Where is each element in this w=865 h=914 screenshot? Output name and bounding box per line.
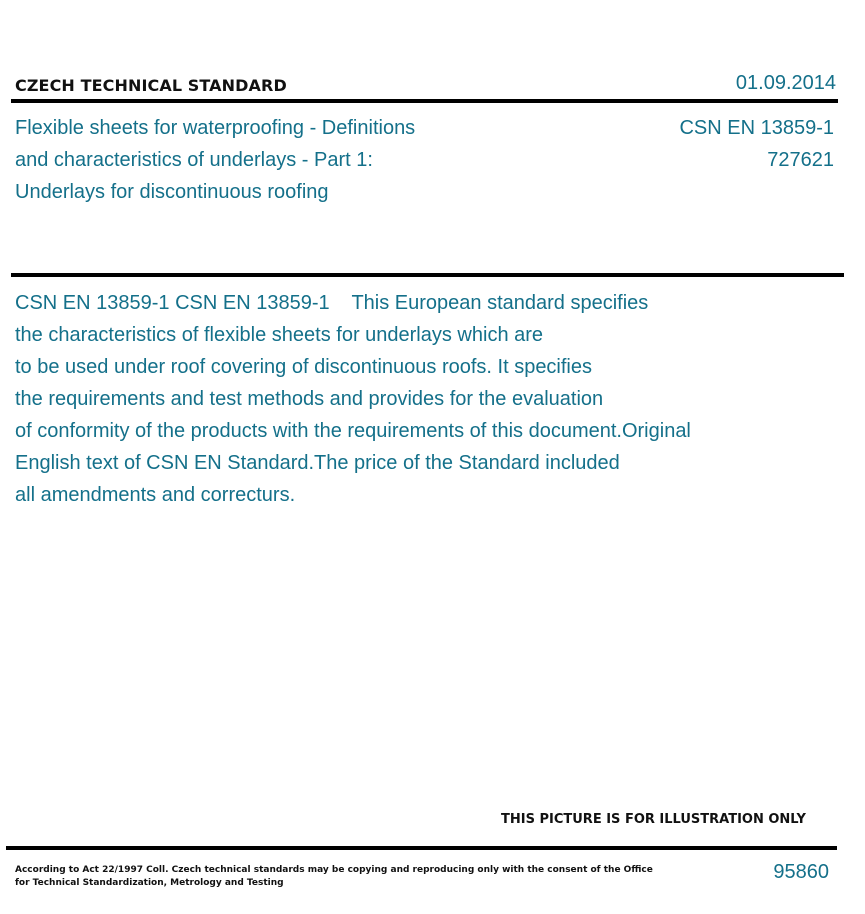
footer-reference-number: 95860 bbox=[773, 861, 829, 883]
document-title-line: Flexible sheets for waterproofing - Definitions bbox=[15, 117, 416, 139]
document-title bbox=[15, 112, 515, 208]
bottom-divider bbox=[6, 846, 837, 850]
legal-notice-line: for Technical Standardization, Metrology and Testing bbox=[15, 878, 284, 888]
abstract-text bbox=[15, 287, 815, 511]
document-title-line: Underlays for discontinuous roofing bbox=[15, 181, 329, 203]
abstract-line: the requirements and test methods and provides for the evaluation bbox=[15, 388, 604, 410]
legal-notice-line: According to Act 22/1997 Coll. Czech technical standards may be copying and reproducing only with the consent of the Office bbox=[15, 865, 653, 875]
document-codes bbox=[679, 112, 834, 176]
standard-type-heading: CZECH TECHNICAL STANDARD bbox=[15, 76, 287, 95]
catalog-number: 727621 bbox=[767, 149, 834, 171]
abstract-line: to be used under roof covering of discontinuous roofs. It specifies bbox=[15, 356, 593, 378]
abstract-line: English text of CSN EN Standard.The price of the Standard included bbox=[15, 452, 620, 474]
document-title-line: and characteristics of underlays - Part 1: bbox=[15, 149, 373, 171]
abstract-line: all amendments and correcturs. bbox=[15, 484, 296, 506]
illustration-notice: THIS PICTURE IS FOR ILLUSTRATION ONLY bbox=[501, 812, 806, 827]
top-divider bbox=[11, 99, 838, 103]
abstract-line: the characteristics of flexible sheets for underlays which are bbox=[15, 324, 544, 346]
publication-date: 01.09.2014 bbox=[735, 72, 836, 94]
middle-divider bbox=[11, 273, 844, 277]
abstract-line: of conformity of the products with the requirements of this document.Original bbox=[15, 420, 691, 442]
standard-code: CSN EN 13859-1 bbox=[679, 117, 834, 139]
legal-notice bbox=[15, 864, 653, 890]
abstract-line: CSN EN 13859-1 CSN EN 13859-1 This European standard specifies bbox=[15, 292, 649, 314]
